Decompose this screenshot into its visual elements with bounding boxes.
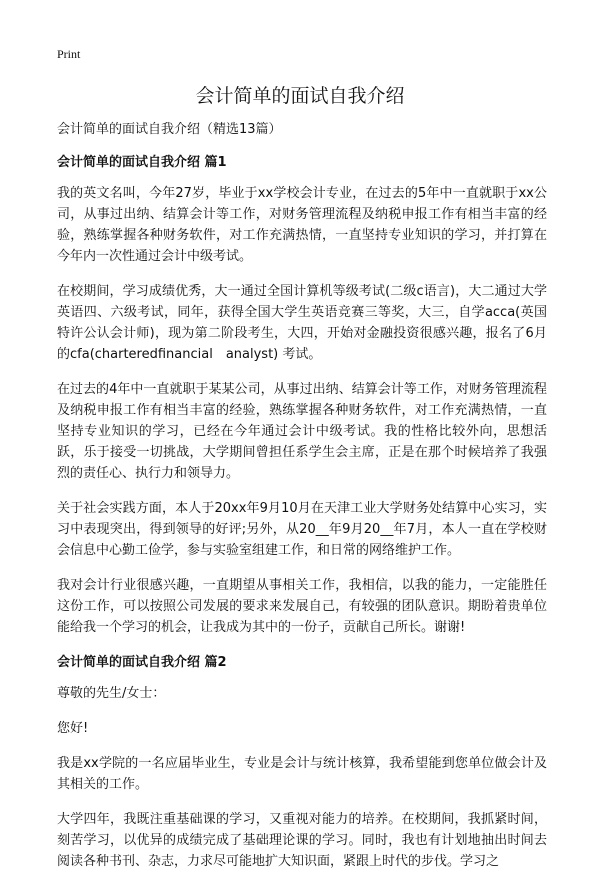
page-title: 会计简单的面试自我介绍 <box>195 85 405 107</box>
paragraph: 关于社会实践方面，本人于20xx年9月10月在天津工业大学财务处结算中心实习，实习中表现突出，得到领导的好评;另外，从20__年9月20__年7月，本人一直在学校财会信息中心勤工俭学，参与实验室组建工作，和日常的网络维护工作。 <box>57 501 547 558</box>
paragraph: 在过去的4年中一直就职于某某公司，从事过出纳、结算会计等工作，对财务管理流程及纳税申报工作有相当丰富的经验，熟练掌握各种财务软件，对工作充满热情，一直坚持专业知识的学习，已经在今年通过会计中级考试。我的性格比较外向，思想活跃，乐于接受一切挑战，大学期间曾担任系学生会主席，正是在那个时候培养了我强烈的责任心、执行力和领导力。 <box>57 382 547 481</box>
paragraph: 您好! <box>57 721 89 736</box>
paragraph: 我是xx学院的一名应届毕业生，专业是会计与统计核算，我希望能到您单位做会计及其相关的工作。 <box>57 756 547 792</box>
paragraph: 尊敬的先生/女士： <box>57 686 166 701</box>
paragraph: 我的英文名叫，今年27岁，毕业于xx学校会计专业，在过去的5年中一直就职于xx公司，从事过出纳、结算会计等工作，对财务管理流程及纳税申报工作有相当丰富的经验，熟练掌握各种财务软件，对工作充满热情，一直坚持专业知识的学习，并打算在今年内一次性通过会计中级考试。 <box>57 186 547 264</box>
document-body <box>57 119 547 886</box>
paragraph: 在校期间，学习成绩优秀，大一通过全国计算机等级考试(二级c语言)，大二通过大学英语四、六级考试，同年，获得全国大学生英语竞赛三等奖，大三，自学acca(英国特许公认会计师)，现为第二阶段考生，大四，开始对金融投资很感兴趣，报名了6月的cfa(charteredfinancial analyst) 考试。 <box>57 284 547 362</box>
paragraph: 我对会计行业很感兴趣，一直期望从事相关工作，我相信，以我的能力，一定能胜任这份工作，可以按照公司发展的要求来发展自己，有较强的团队意识。期盼着贵单位能给我一个学习的机会，让我成为其中的一份子，贡献自己所长。谢谢! <box>57 578 547 635</box>
print-label: Print <box>57 47 81 61</box>
section-heading: 会计简单的面试自我介绍 篇2 <box>57 655 227 670</box>
document-subtitle: 会计简单的面试自我介绍（精选13篇） <box>57 122 282 137</box>
section-heading: 会计简单的面试自我介绍 篇1 <box>57 155 227 170</box>
paragraph: 大学四年，我既注重基础课的学习，又重视对能力的培养。在校期间，我抓紧时间，刻苦学习，以优异的成绩完成了基础理论课的学习。同时，我也有计划地抽出时间去阅读各种书刊、杂志，力求尽可能地扩大知识面，紧跟上时代的步伐。学习之 <box>57 812 547 869</box>
